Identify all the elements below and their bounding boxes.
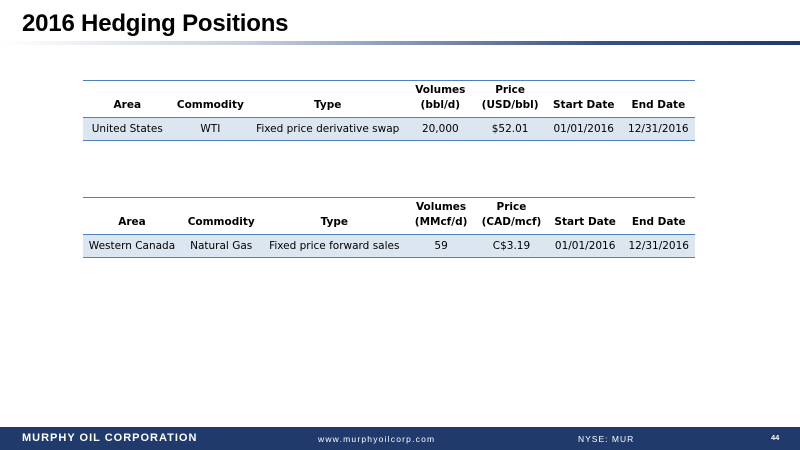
cell-area: United States xyxy=(91,123,163,135)
col-price-line2: (USD/bbl) xyxy=(481,99,539,111)
col-volumes xyxy=(407,198,475,235)
cell-end-date: 12/31/2016 xyxy=(628,123,689,135)
cell-start-date: 01/01/2016 xyxy=(554,240,616,252)
cell-price: $52.01 xyxy=(491,123,529,135)
cell-end-date: 12/31/2016 xyxy=(628,240,689,252)
col-end-date: End Date xyxy=(631,99,686,111)
col-volumes-line1: Volumes xyxy=(416,201,467,213)
cell-type: Fixed price forward sales xyxy=(269,240,400,252)
col-volumes-line1: Volumes xyxy=(415,84,466,96)
cell-type: Fixed price derivative swap xyxy=(256,123,400,135)
table-row xyxy=(83,118,695,141)
col-type: Type xyxy=(313,99,342,111)
title-divider xyxy=(0,41,800,45)
page-number: 44 xyxy=(771,433,780,442)
col-start-date: Start Date xyxy=(554,216,616,228)
col-price xyxy=(475,198,548,235)
cell-area: Western Canada xyxy=(88,240,176,252)
hedging-table-gas xyxy=(83,197,695,258)
col-price xyxy=(474,81,545,118)
col-area: Area xyxy=(113,99,142,111)
page-title: 2016 Hedging Positions xyxy=(22,10,289,37)
col-commodity: Commodity xyxy=(176,99,244,111)
hedging-table-oil xyxy=(83,80,695,141)
col-start-date: Start Date xyxy=(553,99,615,111)
col-volumes-line2: (MMcf/d) xyxy=(414,216,468,228)
cell-volumes: 59 xyxy=(434,240,448,252)
footer-bar xyxy=(0,427,800,450)
col-volumes-line2: (bbl/d) xyxy=(420,99,461,111)
col-commodity: Commodity xyxy=(187,216,255,228)
cell-volumes: 20,000 xyxy=(421,123,459,135)
col-price-line1: Price xyxy=(496,201,527,213)
company-name: MURPHY OIL CORPORATION xyxy=(22,432,198,444)
cell-commodity: WTI xyxy=(200,123,221,135)
cell-price: C$3.19 xyxy=(492,240,531,252)
stock-ticker: NYSE: MUR xyxy=(578,434,635,444)
cell-start-date: 01/01/2016 xyxy=(553,123,614,135)
website-link[interactable]: www.murphyoilcorp.com xyxy=(318,434,436,444)
col-price-line1: Price xyxy=(495,84,526,96)
table-row xyxy=(83,235,695,258)
col-volumes xyxy=(406,81,474,118)
col-end-date: End Date xyxy=(631,216,686,228)
cell-commodity: Natural Gas xyxy=(190,240,253,252)
col-type: Type xyxy=(320,216,348,228)
col-area: Area xyxy=(118,216,146,228)
table-header-row xyxy=(83,198,695,235)
table-header-row xyxy=(83,81,695,118)
col-price-line2: (CAD/mcf) xyxy=(481,216,542,228)
